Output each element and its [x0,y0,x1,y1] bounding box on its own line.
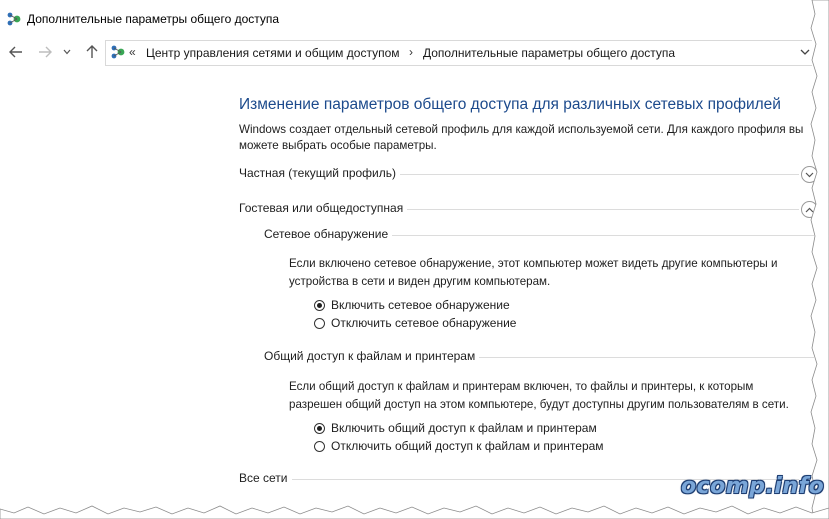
description-line: можете выбрать особые параметры. [239,139,437,152]
radio-label[interactable]: Включить сетевое обнаружение [331,298,510,312]
paragraph-line: устройства в сети и виден другим компьютерам. [289,274,551,288]
profile-guest-label: Гостевая или общедоступная [239,201,407,215]
radio-disable-file-sharing[interactable] [314,438,604,454]
window-title: Дополнительные параметры общего доступа [27,12,280,26]
title-bar [0,0,811,36]
radio-selected-dot [317,303,322,308]
radio-label[interactable]: Включить общий доступ к файлам и принтерам [331,421,597,435]
radio-enable-file-sharing[interactable] [314,420,597,436]
radio-disable-network-discovery[interactable] [314,315,516,331]
breadcrumb-separator[interactable]: › [409,45,413,59]
profile-all-networks-label: Все сети [239,471,292,485]
radio-button[interactable] [314,441,325,452]
watermark-logo: ocomp.info [681,474,825,499]
network-discovery-title: Сетевое обнаружение [264,227,392,241]
profile-private-header[interactable] [239,166,829,188]
radio-selected-dot [317,426,322,431]
chevron-down-icon [63,49,71,55]
profile-private-label: Частная (текущий профиль) [239,166,400,180]
file-sharing-text [289,378,789,413]
radio-button[interactable] [314,318,325,329]
file-sharing-title: Общий доступ к файлам и принтерам [264,349,479,363]
back-arrow-icon [9,46,23,58]
description-line: Windows создает отдельный сетевой профиль для каждой используемой сети. Для каждого профиля вы [239,123,804,136]
paragraph-line: Если общий доступ к файлам и принтерам включен, то файлы и принтеры, к которым [289,380,754,393]
network-discovery-header [264,227,824,249]
paragraph-line: разрешен общий доступ на этом компьютере, будут доступны другим пользователям в сети. [289,397,789,411]
breadcrumb-advanced-sharing[interactable]: Дополнительные параметры общего доступа [423,46,676,60]
network-sharing-icon [110,45,126,59]
breadcrumb-network-center[interactable]: Центр управления сетями и общим доступом [146,46,400,60]
radio-label[interactable]: Отключить общий доступ к файлам и принтерам [331,439,604,453]
paragraph-line: Если включено сетевое обнаружение, этот компьютер может видеть другие компьютеры и [289,257,778,270]
up-arrow-icon [86,45,98,59]
radio-enable-network-discovery[interactable] [314,297,510,313]
network-sharing-icon [6,12,22,26]
forward-arrow-icon [38,46,52,58]
torn-edge-right [809,0,829,519]
recent-locations-button[interactable] [60,42,74,62]
breadcrumb-overflow-chevron[interactable]: « [129,45,136,59]
radio-button[interactable] [314,423,325,434]
up-button[interactable] [82,42,102,62]
forward-button[interactable] [35,42,55,62]
address-bar[interactable] [105,40,812,66]
radio-button[interactable] [314,300,325,311]
page-description [239,122,803,154]
network-discovery-text [289,255,777,290]
navigation-bar [0,38,811,66]
radio-label[interactable]: Отключить сетевое обнаружение [331,316,517,330]
profile-guest-header[interactable] [239,201,829,223]
back-button[interactable] [6,42,26,62]
file-sharing-header [264,349,824,371]
page-title: Изменение параметров общего доступа для различных сетевых профилей [239,96,781,113]
